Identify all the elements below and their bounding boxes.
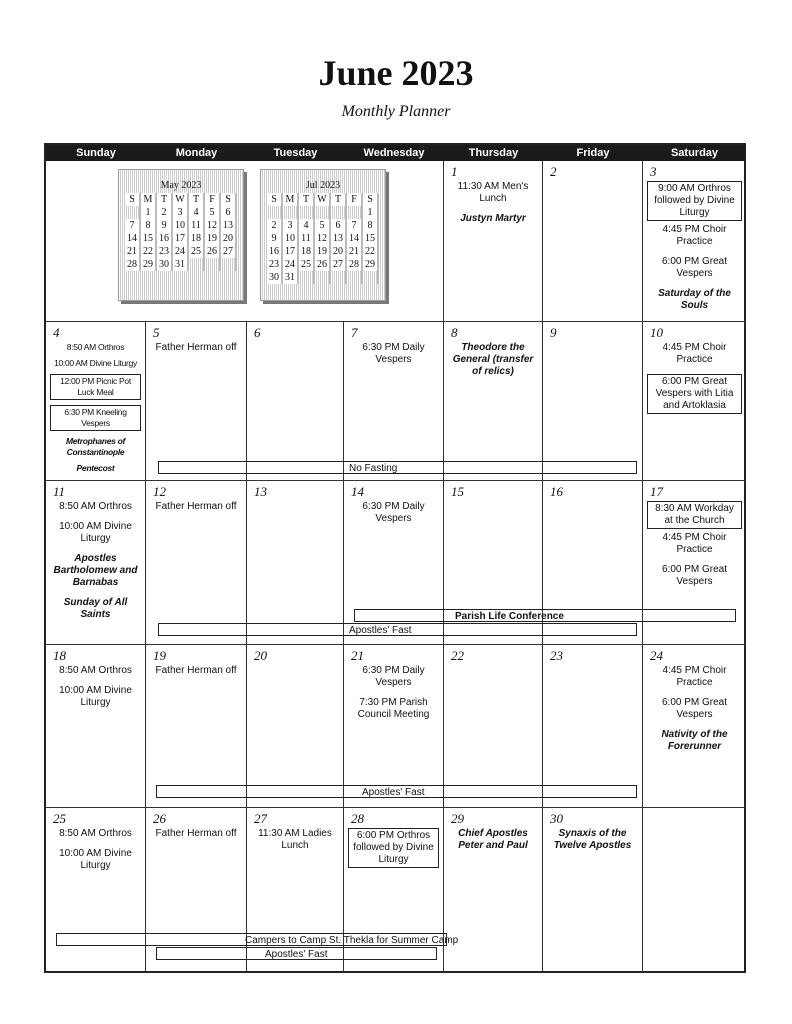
day-number: 18 <box>53 648 66 663</box>
mini-calendar-title: Jul 2023 <box>305 180 341 191</box>
calendar-event[interactable]: 6:30 PM Daily Vespers <box>362 501 425 524</box>
event-bar-apostles-fast-2[interactable] <box>156 785 637 798</box>
mini-calendar-day: 12 <box>204 219 220 232</box>
calendar-event[interactable]: Father Herman off <box>155 342 237 353</box>
day-number: 23 <box>550 648 563 663</box>
calendar-event[interactable]: 6:00 PM Great Vespers <box>661 564 728 587</box>
day-number: 27 <box>254 811 267 826</box>
day-number: 25 <box>53 811 66 826</box>
mini-calendar-day: 27 <box>220 245 236 258</box>
day-cell[interactable] <box>643 645 746 808</box>
event-bar-no-fasting[interactable] <box>158 461 637 474</box>
calendar-event[interactable]: 10:00 AM Divine Liturgy <box>59 848 132 871</box>
mini-calendar-week <box>125 245 236 258</box>
weekday-header: Wednesday <box>344 145 444 161</box>
weekday-header: Sunday <box>46 145 146 161</box>
mini-calendar-day: 1 <box>140 206 156 219</box>
calendar-event[interactable]: Metrophanes of Constantinople <box>65 436 126 457</box>
mini-calendar-day: 25 <box>188 245 204 258</box>
event-bar-label: No Fasting <box>349 463 398 474</box>
event-list <box>251 828 339 860</box>
mini-calendar-day: 5 <box>314 219 330 232</box>
day-number: 9 <box>550 325 557 340</box>
event-list <box>348 501 439 533</box>
mini-calendar-week <box>125 219 236 232</box>
mini-calendar-day: 11 <box>188 219 204 232</box>
day-number: 14 <box>351 484 364 499</box>
mini-calendar-day: 23 <box>156 245 172 258</box>
day-number: 16 <box>550 484 563 499</box>
calendar-event[interactable]: 8:30 AM Workday at the Church <box>647 501 742 529</box>
day-cell[interactable] <box>146 481 247 645</box>
mini-calendar-day: 9 <box>156 219 172 232</box>
mini-calendar-day: 5 <box>204 206 220 219</box>
calendar-event[interactable]: Father Herman off <box>155 665 237 676</box>
mini-calendar-day <box>125 206 140 219</box>
weekday-initial: T <box>298 193 314 206</box>
calendar-event[interactable]: 10:00 AM Divine Liturgy <box>54 358 137 368</box>
day-cell[interactable] <box>444 808 543 972</box>
calendar-event[interactable]: Apostles Bartholomew and Barnabas <box>53 553 138 588</box>
mini-calendar-day: 18 <box>298 245 314 258</box>
event-bar-label: Campers to Camp St. Thekla for Summer Camp <box>245 935 459 946</box>
mini-calendar-day: 15 <box>140 232 156 245</box>
event-list <box>150 501 242 521</box>
weekday-initial: M <box>140 193 156 206</box>
event-bar-label: Apostles' Fast <box>349 625 412 636</box>
mini-calendar <box>260 169 386 301</box>
event-list <box>448 342 538 386</box>
day-cell[interactable] <box>444 161 543 322</box>
mini-calendar-day: 2 <box>267 219 282 232</box>
weekday-initial: F <box>346 193 362 206</box>
mini-calendar-day <box>282 206 298 219</box>
weekday-header: Friday <box>543 145 643 161</box>
calendar-event[interactable]: Nativity of the Forerunner <box>661 729 728 752</box>
mini-calendar-day: 19 <box>314 245 330 258</box>
calendar-event[interactable]: 7:30 PM Parish Council Meeting <box>357 697 430 720</box>
mini-calendar-day <box>204 258 220 271</box>
weekday-initial: T <box>156 193 172 206</box>
calendar-event[interactable]: 11:30 AM Ladies Lunch <box>258 828 332 851</box>
calendar-event[interactable]: 6:30 PM Kneeling Vespers <box>50 405 141 431</box>
day-cell[interactable] <box>46 481 146 645</box>
mini-calendar-day <box>346 206 362 219</box>
event-list <box>448 181 538 233</box>
mini-calendar-day: 12 <box>314 232 330 245</box>
mini-calendar-day: 21 <box>125 245 140 258</box>
mini-calendar <box>118 169 244 301</box>
day-cell[interactable] <box>46 808 146 972</box>
event-list <box>647 665 742 761</box>
mini-calendar-day: 26 <box>314 258 330 271</box>
mini-calendar-day: 30 <box>267 271 282 284</box>
mini-calendar-day <box>298 271 314 284</box>
weekday-header: Tuesday <box>247 145 344 161</box>
weekday-initial: T <box>188 193 204 206</box>
calendar-event[interactable]: 6:30 PM Daily Vespers <box>362 342 425 365</box>
mini-calendar-week <box>125 232 236 245</box>
day-cell[interactable] <box>146 645 247 808</box>
calendar-event[interactable]: 12:00 PM Picnic Pot Luck Meal <box>50 374 141 400</box>
calendar-event[interactable]: 8:50 AM Orthros <box>59 665 132 676</box>
day-number: 5 <box>153 325 160 340</box>
mini-calendar-day: 16 <box>156 232 172 245</box>
mini-calendar-week <box>125 206 236 219</box>
mini-calendar-day <box>330 271 346 284</box>
page-title: June 2023 <box>318 53 474 93</box>
weekday-header: Thursday <box>444 145 543 161</box>
mini-calendar-day: 9 <box>267 232 282 245</box>
mini-calendar-day: 14 <box>125 232 140 245</box>
event-list <box>348 342 439 374</box>
weekday-initial: W <box>314 193 330 206</box>
calendar-event[interactable]: Saturday of the Souls <box>658 288 731 311</box>
calendar-event[interactable]: 8:50 AM Orthros <box>66 342 125 352</box>
mini-calendar-day: 11 <box>298 232 314 245</box>
mini-calendar-day: 31 <box>172 258 188 271</box>
mini-calendar-day: 16 <box>267 245 282 258</box>
event-bar-label: Apostles' Fast <box>265 949 328 960</box>
day-number: 22 <box>451 648 464 663</box>
mini-calendar-day: 30 <box>156 258 172 271</box>
day-cell[interactable] <box>344 322 444 481</box>
calendar-event[interactable]: 6:30 PM Daily Vespers <box>362 665 425 688</box>
mini-calendar-day <box>346 271 362 284</box>
day-number: 15 <box>451 484 464 499</box>
day-number: 2 <box>550 164 557 179</box>
event-bar-label: Apostles' Fast <box>362 787 425 798</box>
mini-calendar-day: 17 <box>172 232 188 245</box>
mini-calendar-day: 24 <box>282 258 298 271</box>
mini-calendar-day: 13 <box>330 232 346 245</box>
mini-calendar-day: 13 <box>220 219 236 232</box>
mini-calendar-title: May 2023 <box>160 180 202 191</box>
weekday-initial: M <box>282 193 298 206</box>
calendar-event[interactable]: 6:00 PM Great Vespers <box>661 697 728 720</box>
calendar-event[interactable]: Synaxis of the Twelve Apostles <box>553 828 632 851</box>
event-bar-apostles-fast-1[interactable] <box>158 623 637 636</box>
day-number: 4 <box>53 325 60 340</box>
mini-calendar-day: 14 <box>346 232 362 245</box>
mini-calendar-day: 27 <box>330 258 346 271</box>
weekday-initial: F <box>204 193 220 206</box>
mini-calendar-day: 26 <box>204 245 220 258</box>
mini-calendar-day: 7 <box>125 219 140 232</box>
calendar-event[interactable]: Father Herman off <box>155 828 237 839</box>
day-number: 29 <box>451 811 464 826</box>
mini-calendar-day: 8 <box>140 219 156 232</box>
page-subtitle: Monthly Planner <box>341 103 451 120</box>
day-number: 6 <box>254 325 261 340</box>
calendar-event[interactable]: 6:00 PM Great Vespers with Litia and Artoklasia <box>647 374 742 414</box>
mini-calendar-day <box>188 258 204 271</box>
mini-calendar-day: 25 <box>298 258 314 271</box>
event-bar-apostles-fast-3[interactable] <box>156 947 437 960</box>
event-bar-parish-life[interactable] <box>354 609 736 622</box>
mini-calendar-day <box>314 271 330 284</box>
calendar-event[interactable]: 8:50 AM Orthros <box>59 828 132 839</box>
calendar-event[interactable]: 4:45 PM Choir Practice <box>662 224 727 247</box>
mini-calendar-day: 2 <box>156 206 172 219</box>
mini-calendar-day: 28 <box>125 258 140 271</box>
mini-calendar-day: 3 <box>282 219 298 232</box>
event-list <box>647 342 742 417</box>
mini-calendar-day: 19 <box>204 232 220 245</box>
day-cell[interactable] <box>643 161 746 322</box>
event-list <box>647 181 742 320</box>
mini-calendar-day: 20 <box>220 232 236 245</box>
event-list <box>150 665 242 685</box>
event-list <box>50 828 141 880</box>
event-list <box>647 501 742 596</box>
mini-calendar-table <box>267 193 379 284</box>
mini-calendar-day: 22 <box>140 245 156 258</box>
calendar-event[interactable]: Chief Apostles Peter and Paul <box>458 828 528 851</box>
calendar-event[interactable]: Theodore the General (transfer of relics) <box>452 342 534 377</box>
day-number: 17 <box>650 484 663 499</box>
mini-calendar-week <box>267 245 378 258</box>
day-cell[interactable] <box>543 645 643 808</box>
calendar-event[interactable]: Father Herman off <box>155 501 237 512</box>
empty-cell <box>643 808 746 972</box>
day-cell[interactable] <box>643 322 746 481</box>
mini-calendar-day: 29 <box>362 258 378 271</box>
mini-calendar-day: 24 <box>172 245 188 258</box>
day-cell[interactable] <box>146 322 247 481</box>
mini-calendar-day <box>362 271 378 284</box>
day-cell[interactable] <box>46 645 146 808</box>
mini-calendar-day: 4 <box>188 206 204 219</box>
event-list <box>348 828 439 871</box>
day-number: 12 <box>153 484 166 499</box>
calendar-event[interactable]: 10:00 AM Divine Liturgy <box>59 685 132 708</box>
event-list <box>150 828 242 848</box>
day-number: 11 <box>53 484 66 499</box>
mini-calendar-day: 6 <box>330 219 346 232</box>
mini-calendar-day: 7 <box>346 219 362 232</box>
calendar-event[interactable]: 8:50 AM Orthros <box>59 501 132 512</box>
mini-calendar-day <box>330 206 346 219</box>
mini-calendar-head <box>267 193 378 206</box>
mini-calendar-table <box>125 193 237 271</box>
weekday-initial: S <box>220 193 236 206</box>
event-bar-label: Parish Life Conference <box>455 611 564 622</box>
mini-calendar-week <box>267 232 378 245</box>
day-number: 10 <box>650 325 663 340</box>
mini-calendar-day <box>267 206 282 219</box>
calendar-event[interactable]: Justyn Martyr <box>460 213 526 224</box>
event-list <box>50 501 141 629</box>
mini-calendar-day: 3 <box>172 206 188 219</box>
day-number: 30 <box>550 811 563 826</box>
calendar-event[interactable]: 9:00 AM Orthros followed by Divine Liturgy <box>647 181 742 221</box>
mini-calendar-day: 18 <box>188 232 204 245</box>
mini-calendar-day: 23 <box>267 258 282 271</box>
mini-calendar-week <box>267 206 378 219</box>
mini-calendar-day <box>298 206 314 219</box>
weekday-initial: W <box>172 193 188 206</box>
day-number: 1 <box>451 164 458 179</box>
calendar-event[interactable]: 6:00 PM Great Vespers <box>661 256 728 279</box>
mini-calendar-week <box>125 258 236 271</box>
calendar-event[interactable]: 4:45 PM Choir Practice <box>662 342 727 365</box>
mini-calendar-week <box>267 271 378 284</box>
day-cell[interactable] <box>543 161 643 322</box>
mini-calendar-week <box>267 258 378 271</box>
mini-calendar-week <box>267 219 378 232</box>
day-cell[interactable] <box>247 481 344 645</box>
mini-calendar-day <box>314 206 330 219</box>
day-number: 24 <box>650 648 663 663</box>
calendar-event[interactable]: 6:00 PM Orthros followed by Divine Liturgy <box>348 828 439 868</box>
calendar-event[interactable]: 11:30 AM Men's Lunch <box>457 181 529 204</box>
day-number: 8 <box>451 325 458 340</box>
mini-calendar-day: 6 <box>220 206 236 219</box>
event-list <box>50 665 141 717</box>
mini-calendar-day: 22 <box>362 245 378 258</box>
event-list <box>150 342 242 362</box>
day-cell[interactable] <box>344 645 444 808</box>
event-list <box>348 665 439 729</box>
day-number: 13 <box>254 484 267 499</box>
mini-calendar-day <box>220 258 236 271</box>
day-cell[interactable] <box>444 322 543 481</box>
weekday-initial: S <box>125 193 140 206</box>
calendar-grid <box>44 143 746 973</box>
event-list <box>547 828 638 860</box>
calendar-event[interactable]: 10:00 AM Divine Liturgy <box>59 521 132 544</box>
mini-calendar-day: 28 <box>346 258 362 271</box>
mini-calendar-day: 29 <box>140 258 156 271</box>
mini-calendar-day: 8 <box>362 219 378 232</box>
day-number: 20 <box>254 648 267 663</box>
calendar-event[interactable]: Sunday of All Saints <box>63 597 128 620</box>
weekday-initial: S <box>362 193 378 206</box>
weekday-initial: S <box>267 193 282 206</box>
day-number: 21 <box>351 648 364 663</box>
mini-calendar-day: 31 <box>282 271 298 284</box>
event-list <box>448 828 538 860</box>
mini-calendar-day: 4 <box>298 219 314 232</box>
weekday-initial: T <box>330 193 346 206</box>
day-number: 26 <box>153 811 166 826</box>
event-bar-campers[interactable] <box>56 933 459 946</box>
mini-calendar-head <box>125 193 236 206</box>
day-cell[interactable] <box>46 322 146 481</box>
mini-calendar-day: 17 <box>282 245 298 258</box>
mini-calendar-day: 21 <box>346 245 362 258</box>
day-number: 19 <box>153 648 166 663</box>
mini-calendar-day: 1 <box>362 206 378 219</box>
day-cell[interactable] <box>444 645 543 808</box>
weekday-header: Saturday <box>643 145 746 161</box>
mini-calendar-day: 10 <box>282 232 298 245</box>
calendar-event[interactable]: 4:45 PM Choir Practice <box>662 532 727 555</box>
day-number: 3 <box>650 164 657 179</box>
day-cell[interactable] <box>543 322 643 481</box>
day-cell[interactable] <box>247 645 344 808</box>
calendar-event[interactable]: Pentecost <box>76 463 115 473</box>
weekday-header: Monday <box>146 145 247 161</box>
day-cell[interactable] <box>247 322 344 481</box>
mini-calendar-day: 10 <box>172 219 188 232</box>
day-number: 28 <box>351 811 364 826</box>
mini-calendar-day: 20 <box>330 245 346 258</box>
event-list <box>50 342 141 479</box>
calendar-event[interactable]: 4:45 PM Choir Practice <box>662 665 727 688</box>
day-number: 7 <box>351 325 358 340</box>
mini-calendar-day: 15 <box>362 232 378 245</box>
day-cell[interactable] <box>543 808 643 972</box>
